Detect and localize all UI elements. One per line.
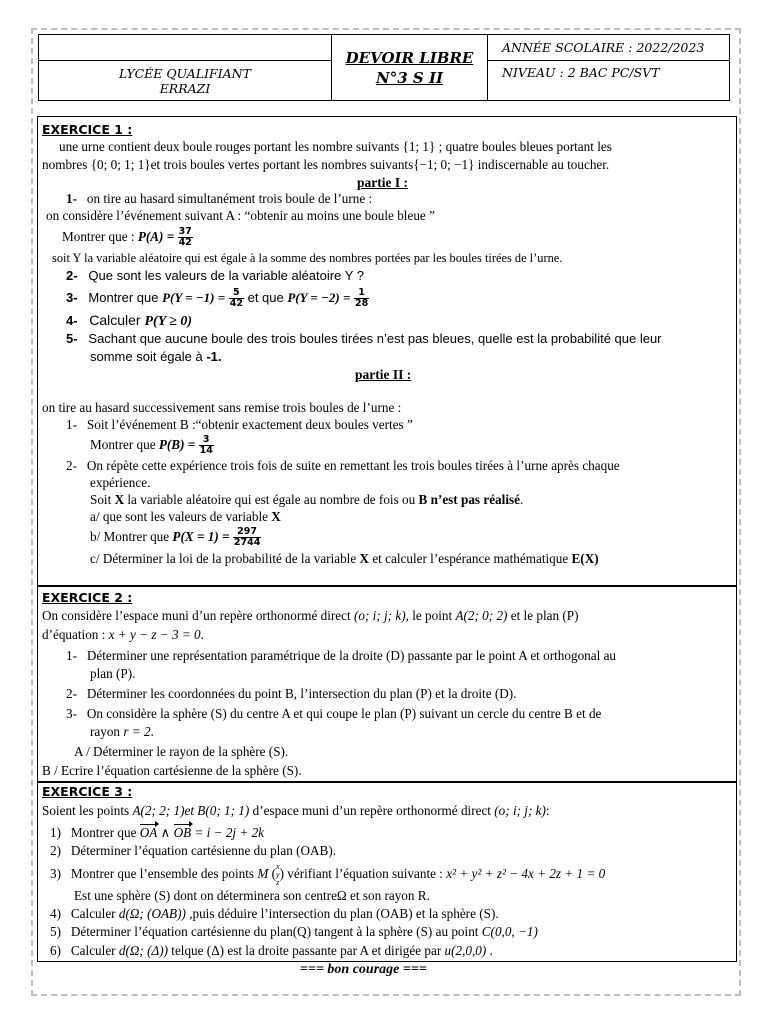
footer-good-luck: === bon courage === [300, 962, 427, 977]
ex2-q1-line1 [66, 648, 616, 664]
t: X [271, 509, 281, 524]
q-num: 2) [50, 843, 61, 858]
ex1-q3-p1: P(Y = −1) = [162, 290, 226, 305]
title-line2: N°3 S II [376, 68, 443, 87]
t: . [519, 492, 524, 507]
t: : [545, 803, 550, 818]
t: ∧ [157, 825, 174, 840]
school-cell [39, 61, 332, 101]
ex3-q5 [50, 924, 538, 940]
q-num: 1) [50, 825, 61, 840]
repere: (o; i; j; k) [494, 803, 546, 818]
ex2-q1-line2: plan (P). [90, 666, 136, 681]
ex1-p2-x-def [90, 492, 523, 508]
ex1-p2-q1-show [90, 432, 214, 458]
plane-equation: x + y − z − 3 = 0 [108, 627, 201, 642]
frac-297-2744: $\frac{297}{2744}$ [233, 526, 261, 549]
ex1-q4-p: P(Y ≥ 0) [144, 314, 193, 329]
ex3-q2 [50, 843, 336, 859]
t: et calculer l’espérance mathématique [369, 551, 572, 566]
q-num: 1- [66, 417, 77, 432]
ex1-q1-text: on tire au hasard simultanément trois boule de l’urne : [86, 191, 373, 206]
q-num: 5) [50, 924, 61, 939]
t: . [150, 724, 154, 739]
q-num: 4) [50, 906, 61, 921]
q-num: 2- [66, 268, 78, 283]
ex3-title: EXERCICE 3 : [42, 784, 133, 799]
repere: (o; i; j; k) [353, 608, 406, 623]
t: ,puis déduire l’intersection du plan (OAB) et la sphère (S). [185, 906, 499, 921]
ex1-p2-intro: on tire au hasard successivement sans remise trois boules de l’urne : [42, 400, 402, 415]
q-num: 1- [66, 191, 77, 206]
t: X [359, 551, 370, 566]
t: Montrer que l’ensemble des points [70, 866, 258, 881]
ex2-q3-line2 [90, 724, 154, 740]
t: a/ que sont les valeurs de variable [90, 509, 272, 524]
t: r = 2 [123, 724, 151, 739]
point-C: C(0,0, −1) [481, 924, 538, 939]
ex3-q1 [50, 825, 264, 841]
t: vérifiant l’équation suivante : [283, 866, 447, 881]
ex1-intro-line1: une urne contient deux boule rouges portant les nombre suivants {1; 1} ; quatre boules bleues portant les [59, 139, 612, 154]
q-num: 2- [66, 686, 77, 701]
t: Déterminer une représentation paramétrique de la droite (D) passante par le point A et orthogonal au [86, 648, 617, 663]
ex1-p2-q1-show-text: Montrer que [90, 437, 159, 452]
q-num: 1- [66, 648, 77, 663]
ex1-p2-q1-text: Soit l’événement B :“obtenir exactement deux boules vertes ” [86, 417, 413, 432]
ex2-intro [42, 608, 578, 624]
header-table [38, 34, 730, 101]
ex1-p2-q1 [66, 417, 413, 433]
ex1-q5-line2 [90, 349, 222, 365]
ex2-q2 [66, 686, 516, 702]
t: Calculer [70, 943, 119, 958]
ex2-title: EXERCICE 2 : [42, 590, 133, 605]
ex1-intro-line2: nombres {0; 0; 1; 1}et trois boules vertes portant les nombres suivants{−1; 0; −1} indiscernable au toucher. [42, 157, 610, 172]
level-cell: NIVEAU : 2 BAC PC/SVT [488, 61, 730, 101]
t: d’équation : [42, 627, 109, 642]
ex1-q3-b: et que [243, 290, 288, 305]
ex1-q1-show [62, 224, 193, 250]
ex1-title: EXERCICE 1 : [42, 122, 133, 137]
t: rayon [90, 724, 124, 739]
ex1-p2-c [90, 551, 599, 567]
t: Soit [90, 492, 115, 507]
ex2-eq [42, 627, 204, 643]
vector-u: u(2,0,0) [444, 943, 487, 958]
coords-column: x y z [276, 861, 280, 887]
q-num: 2- [66, 458, 77, 473]
ex1-q3 [66, 286, 369, 310]
ex1-q2-text: Que sont les valeurs de la variable aléatoire Y ? [88, 268, 364, 283]
t: , le point [405, 608, 456, 623]
ex1-q4-a: Calculer [89, 312, 145, 328]
ex1-q1-p: P(A) = [137, 229, 175, 244]
ex1-p2-q1-p: P(B) = [158, 437, 196, 452]
t: . [200, 627, 204, 642]
ex1-p2-q2-line1 [66, 458, 620, 474]
t: B n’est pas réalisé [418, 492, 520, 507]
ex2-qb: B / Ecrire l’équation cartésienne de la sphère (S). [42, 763, 302, 778]
t: d’espace muni d’un repère orthonormé direct [249, 803, 495, 818]
ex2-q3-line1 [66, 706, 601, 722]
year-cell: ANNÉE SCOLAIRE : 2022/2023 [488, 35, 730, 61]
point-M: M [257, 866, 269, 881]
frac-5-42: $\frac{5}{42}$ [229, 287, 243, 310]
frac-3-14: $\frac{3}{14}$ [199, 434, 213, 457]
q-num: 3- [66, 706, 77, 721]
q-num: 3- [66, 290, 78, 305]
ex1-p2-b [90, 524, 261, 550]
ex2-qa: A / Déterminer le rayon de la sphère (S). [74, 744, 289, 759]
ex3-q4 [50, 906, 499, 922]
title-line1: DEVOIR LIBRE [345, 48, 474, 67]
t: Déterminer l’équation cartésienne du plan (OAB). [70, 843, 337, 858]
vector-OB: OB [173, 825, 192, 840]
header-empty-cell [39, 35, 332, 61]
ex3-intro [42, 803, 550, 819]
t: On considère l’espace muni d’un repère orthonormé direct [42, 608, 354, 623]
cross-product-result: = i − 2j + 2k [191, 825, 265, 840]
point-A: A(2; 0; 2) [455, 608, 508, 623]
ex1-p2-q2-line2: expérience. [90, 475, 151, 490]
ex1-q3-a: Montrer que [88, 290, 163, 305]
t: et le plan (P) [507, 608, 579, 623]
ex3-q3: 3) Montrer que l’ensemble des points M ( x y z ) vérifiant l’équation suivante : x² + y² + z² − 4x + 2z + 1 = 0 [50, 861, 606, 887]
t: c/ Déterminer la loi de la probabilité de la variable [90, 551, 360, 566]
t: Soient les points [42, 803, 133, 818]
t: b/ Montrer que [90, 529, 173, 544]
ex1-q5-line2a: somme soit égale à [90, 349, 207, 364]
q-num: 5- [66, 331, 78, 346]
t: d(Ω; (Δ)) [118, 943, 168, 958]
ex1-part1-heading: partie I : [357, 175, 408, 190]
frac-37-42: $\frac{37}{42}$ [178, 226, 192, 249]
t: Déterminer l’équation cartésienne du plan(Q) tangent à la sphère (S) au point [70, 924, 482, 939]
q-num: 4- [66, 313, 78, 328]
t: telque (Δ) est la droite passante par A et dirigée par [167, 943, 445, 958]
sphere-equation: x² + y² + z² − 4x + 2z + 1 = 0 [446, 866, 606, 881]
header-title-cell [332, 35, 488, 101]
q-num: 3) [50, 866, 61, 881]
ex1-p2-b-p: P(X = 1) = [172, 529, 230, 544]
t: Déterminer les coordonnées du point B, l’intersection du plan (P) et la droite (D). [86, 686, 517, 701]
ex3-q6 [50, 943, 493, 959]
points: A(2; 2; 1)et B(0; 1; 1) [132, 803, 250, 818]
vector-OA: OA [139, 825, 158, 840]
ex1-q5-line2b: -1. [206, 349, 222, 364]
ex1-q5-line1 [66, 331, 662, 347]
ex1-y-def: soit Y la variable aléatoire qui est égale à la somme des nombres portées par les boules tirées de l’urne. [52, 251, 563, 265]
ex1-q1-show-text: Montrer que : [62, 229, 138, 244]
ex1-p2-q2-text: On répète cette expérience trois fois de suite en remettant les trois boules tirées à l’urne après chaque [86, 458, 620, 473]
ex1-q5-text: Sachant que aucune boule des trois boules tirées n’est pas bleues, quelle est la probabilité que leur [88, 331, 662, 346]
q-num: 6) [50, 943, 61, 958]
frac-1-28: $\frac{1}{28}$ [355, 287, 369, 310]
school-line2: ERRAZI [159, 80, 211, 96]
ex3-q3-line2: Est une sphère (S) dont on déterminera son centreΩ et son rayon R. [74, 888, 430, 903]
t: d(Ω; (OAB)) [118, 906, 186, 921]
ex1-p2-a [90, 509, 281, 525]
school-line1: LYCÉE QUALIFIANT [119, 65, 251, 81]
t: la variable aléatoire qui est égale au nombre de fois ou [124, 492, 419, 507]
t: E(X) [571, 551, 599, 566]
ex1-q1-event: on considère l’événement suivant A : “obtenir au moins une boule bleue ” [46, 208, 435, 223]
t: On considère la sphère (S) du centre A et qui coupe le plan (P) suivant un cercle du centre B et de [86, 706, 602, 721]
t: Montrer que [70, 825, 140, 840]
ex1-part2-heading: partie II : [355, 367, 412, 382]
t: . [486, 943, 493, 958]
ex1-q1 [66, 191, 372, 207]
ex1-q4 [66, 312, 192, 330]
t: Calculer [70, 906, 119, 921]
ex1-q2 [66, 268, 364, 284]
ex1-q3-p2: P(Y = −2) = [287, 290, 351, 305]
t: X [114, 492, 125, 507]
